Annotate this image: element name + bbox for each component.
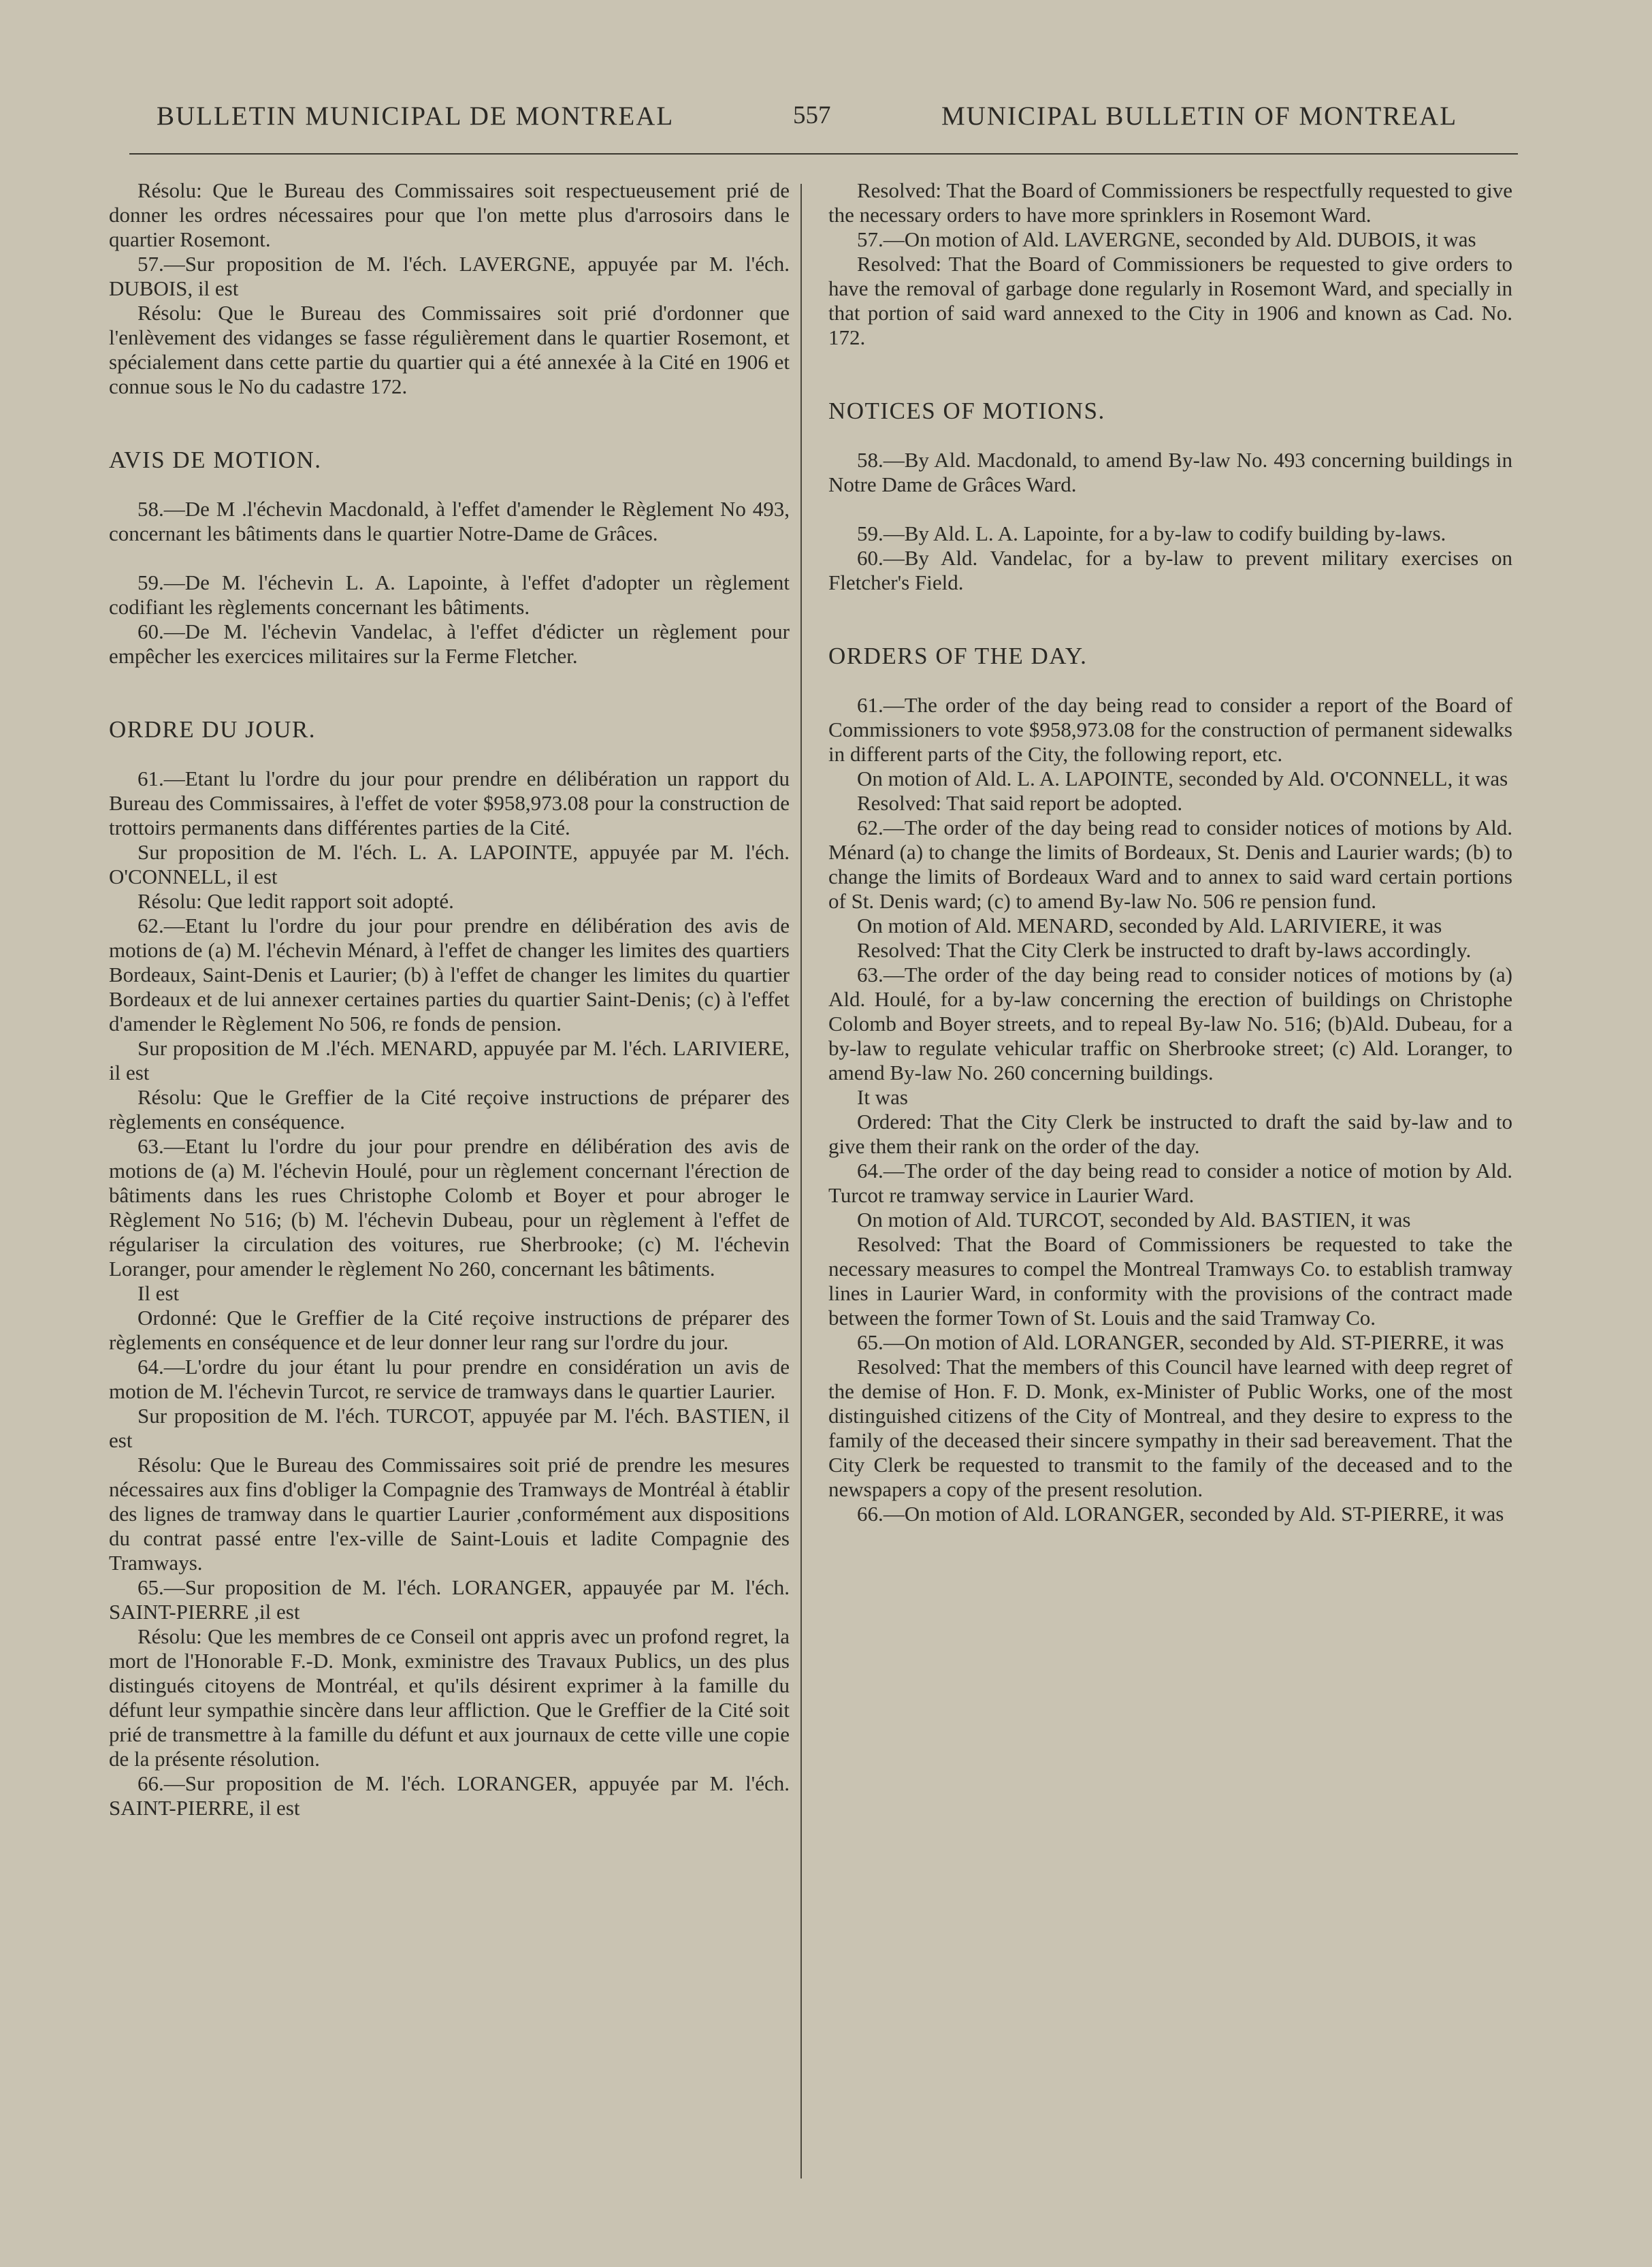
- fr-item-64-resolution: Résolu: Que le Bureau des Commissaires soit prié de prendre les mesures nécessaires aux fins d'obliger la Compagnie des Tramways de Montréal à établir des lignes de tramway dans le quartier Laurier ,conformément aux dispositions du contrat passé entre l'ex-ville de Saint-Louis et ladite Compagnie des Tramways.: [109, 1453, 790, 1575]
- fr-item-65: 65.—Sur proposition de M. l'éch. LORANGER, appauyée par M. l'éch. SAINT-PIERRE ,il est: [109, 1575, 790, 1624]
- en-item-62-motion: On motion of Ald. MENARD, seconded by Ald. LARIVIERE, it was: [857, 914, 1442, 937]
- fr-item-58: 58.—De M .l'échevin Macdonald, à l'effet d'amender le Règlement No 493, concernant les bâtiments dans le quartier Notre-Dame de Grâces.: [109, 497, 790, 545]
- en-item-60: 60.—By Ald. Vandelac, for a by-law to prevent military exercises on Fletcher's Field.: [828, 546, 1512, 594]
- fr-item-57-resolution: Résolu: Que le Bureau des Commissaires soit prié d'ordonner que l'enlèvement des vidanges se fasse régulièrement dans le quartier Rosemont, et spécialement dans cette partie du quartier qui a été annexée à la Cité en 1906 et connue sous le No du cadastre 172.: [109, 301, 790, 398]
- en-item-61: 61.—The order of the day being read to consider a report of the Board of Commissioners to vote $958,973.08 for the construction of permanent sidewalks in different parts of the City, the following report, etc.: [828, 693, 1512, 766]
- header-french-title: BULLETIN MUNICIPAL DE MONTREAL: [157, 101, 675, 131]
- header-rule: [129, 153, 1518, 155]
- fr-item-62-resolution: Résolu: Que le Greffier de la Cité reçoive instructions de préparer des règlements en conséquence.: [109, 1085, 790, 1134]
- en-item-65-resolution: Resolved: That the members of this Council have learned with deep regret of the demise of Hon. F. D. Monk, ex-Minister of Public Works, one of the most distinguished citizens of the City of Montreal, and they desire to express to the family of the deceased their sincere sympathy in their sad bereavement. That the City Clerk be requested to transmit to the family of the deceased and to the newspapers a copy of the present resolution.: [828, 1355, 1512, 1501]
- fr-item-65-resolution: Résolu: Que les membres de ce Conseil ont appris avec un profond regret, la mort de l'Honorable F.-D. Monk, exministre des Travaux Publics, un des plus distingués citoyens de Montréal, et qu'ils désirent exprimer à la famille du défunt leur sympathie sincère dans leur affliction. Que le Greffier de la Cité soit prié de transmettre à la famille du défunt et aux journaux de cette ville une copie de la présente résolution.: [109, 1624, 790, 1771]
- fr-item-66: 66.—Sur proposition de M. l'éch. LORANGER, appuyée par M. l'éch. SAINT-PIERRE, il est: [109, 1771, 790, 1820]
- en-resolution-sprinklers: Resolved: That the Board of Commissioners be respectfully requested to give the necessary orders to have more sprinklers in Rosemont Ward.: [828, 178, 1512, 227]
- fr-item-62: 62.—Etant lu l'ordre du jour pour prendre en délibération des avis de motions de (a) M. l'échevin Ménard, à l'effet de changer les limites des quartiers Bordeaux, Saint-Denis et Laurier; (b) à l'effet de changer les limites du quartier Bordeaux et de lui annexer certaines parties du quartier Saint-Denis; (c) à l'effet d'amender le Règlement No 506, re fonds de pension.: [109, 914, 790, 1035]
- fr-heading-orders: ORDRE DU JOUR.: [109, 716, 316, 743]
- en-item-57-motion: 57.—On motion of Ald. LAVERGNE, seconded by Ald. DUBOIS, it was: [857, 227, 1476, 251]
- fr-item-64-motion: Sur proposition de M. l'éch. TURCOT, appuyée par M. l'éch. BASTIEN, il est: [109, 1404, 790, 1452]
- en-item-61-motion: On motion of Ald. L. A. LAPOINTE, seconded by Ald. O'CONNELL, it was: [857, 767, 1508, 790]
- fr-item-60: 60.—De M. l'échevin Vandelac, à l'effet d'édicter un règlement pour empêcher les exercices militaires sur la Ferme Fletcher.: [109, 620, 790, 668]
- page-number: 557: [793, 101, 831, 129]
- fr-item-61: 61.—Etant lu l'ordre du jour pour prendre en délibération un rapport du Bureau des Commissaires, à l'effet de voter $958,973.08 pour la construction de trottoirs permanents dans différentes parties de la Cité.: [109, 767, 790, 839]
- en-item-63-order: Ordered: That the City Clerk be instructed to draft the said by-law and to give them their rank on the order of the day.: [828, 1110, 1512, 1158]
- fr-item-57-motion: 57.—Sur proposition de M. l'éch. LAVERGNE, appuyée par M. l'éch. DUBOIS, il est: [109, 252, 790, 300]
- en-item-66: 66.—On motion of Ald. LORANGER, seconded by Ald. ST-PIERRE, it was: [857, 1502, 1504, 1526]
- header-english-title: MUNICIPAL BULLETIN OF MONTREAL: [941, 101, 1458, 131]
- column-divider: [800, 184, 802, 2178]
- fr-item-63-order: Ordonné: Que le Greffier de la Cité reçoive instructions de préparer des règlements en conséquence et de leur donner leur rang sur l'ordre du jour.: [109, 1306, 790, 1354]
- page-header: [0, 101, 1652, 142]
- en-item-59: 59.—By Ald. L. A. Lapointe, for a by-law to codify building by-laws.: [857, 521, 1446, 545]
- fr-item-64: 64.—L'ordre du jour étant lu pour prendre en considération un avis de motion de M. l'échevin Turcot, re service de tramways dans le quartier Laurier.: [109, 1355, 790, 1403]
- en-item-65: 65.—On motion of Ald. LORANGER, seconded by Ald. ST-PIERRE, it was: [857, 1330, 1504, 1354]
- fr-heading-notices: AVIS DE MOTION.: [109, 447, 322, 473]
- fr-item-61-resolution: Résolu: Que ledit rapport soit adopté.: [137, 889, 454, 913]
- en-item-62: 62.—The order of the day being read to consider notices of motions by Ald. Ménard (a) to change the limits of Bordeaux, St. Denis and Laurier wards; (b) to change the limits of Bordeaux Ward and to annex to said ward certain portions of St. Denis ward; (c) to amend By-law No. 506 re pension fund.: [828, 816, 1512, 913]
- english-column: [828, 178, 1512, 1526]
- en-item-57-resolution: Resolved: That the Board of Commissioners be requested to give orders to have the removal of garbage done regularly in Rosemont Ward, and specially in that portion of said ward annexed to the City in 1906 and known as Cad. No. 172.: [828, 252, 1512, 349]
- fr-item-59: 59.—De M. l'échevin L. A. Lapointe, à l'effet d'adopter un règlement codifiant les règlements concernant les bâtiments.: [109, 570, 790, 619]
- en-heading-notices: NOTICES OF MOTIONS.: [828, 398, 1105, 424]
- fr-item-62-motion: Sur proposition de M .l'éch. MENARD, appuyée par M. l'éch. LARIVIERE, il est: [109, 1036, 790, 1084]
- en-item-62-resolution: Resolved: That the City Clerk be instructed to draft by-laws accordingly.: [857, 938, 1472, 962]
- en-item-61-resolution: Resolved: That said report be adopted.: [857, 791, 1183, 815]
- en-item-63: 63.—The order of the day being read to consider notices of motions by (a) Ald. Houlé, for a by-law concerning the erection of buildings on Christophe Colomb and Boyer streets, and to repeal By-law No. 516; (b)Ald. Dubeau, for a by-law to regulate vehicular traffic on Sherbrooke street; (c) Ald. Loranger, to amend By-law No. 260 concerning buildings.: [828, 963, 1512, 1084]
- fr-resolution-sprinklers: Résolu: Que le Bureau des Commissaires soit respectueusement prié de donner les ordres nécessaires pour que l'on mette plus d'arrosoirs dans le quartier Rosemont.: [109, 178, 790, 251]
- en-heading-orders: ORDERS OF THE DAY.: [828, 643, 1088, 669]
- fr-item-61-motion: Sur proposition de M. l'éch. L. A. LAPOINTE, appuyée par M. l'éch. O'CONNELL, il est: [109, 840, 790, 888]
- en-item-64: 64.—The order of the day being read to consider a notice of motion by Ald. Turcot re tramway service in Laurier Ward.: [828, 1159, 1512, 1207]
- en-item-64-resolution: Resolved: That the Board of Commissioners be requested to take the necessary measures to compel the Montreal Tramways Co. to establish tramway lines in Laurier Ward, in conformity with the provisions of the contract made between the former Town of St. Louis and the said Tramway Co.: [828, 1232, 1512, 1330]
- fr-item-63-it-is: Il est: [137, 1281, 180, 1305]
- fr-item-63: 63.—Etant lu l'ordre du jour pour prendre en délibération des avis de motions de (a) M. l'échevin Houlé, pour un règlement concernant l'érection de bâtiments dans les rues Christophe Colomb et Boyer et pour abroger le Règlement No 516; (b) M. l'échevin Dubeau, pour un règlement à l'effet de régulariser la circulation des voitures, rue Sherbrooke; (c) M. l'échevin Loranger, pour amender le règlement No 260, concernant les bâtiments.: [109, 1134, 790, 1281]
- french-column: [109, 178, 790, 1820]
- en-item-64-motion: On motion of Ald. TURCOT, seconded by Ald. BASTIEN, it was: [857, 1208, 1411, 1232]
- en-item-58: 58.—By Ald. Macdonald, to amend By-law No. 493 concerning buildings in Notre Dame de Grâces Ward.: [828, 448, 1512, 496]
- en-item-63-it-was: It was: [857, 1085, 908, 1109]
